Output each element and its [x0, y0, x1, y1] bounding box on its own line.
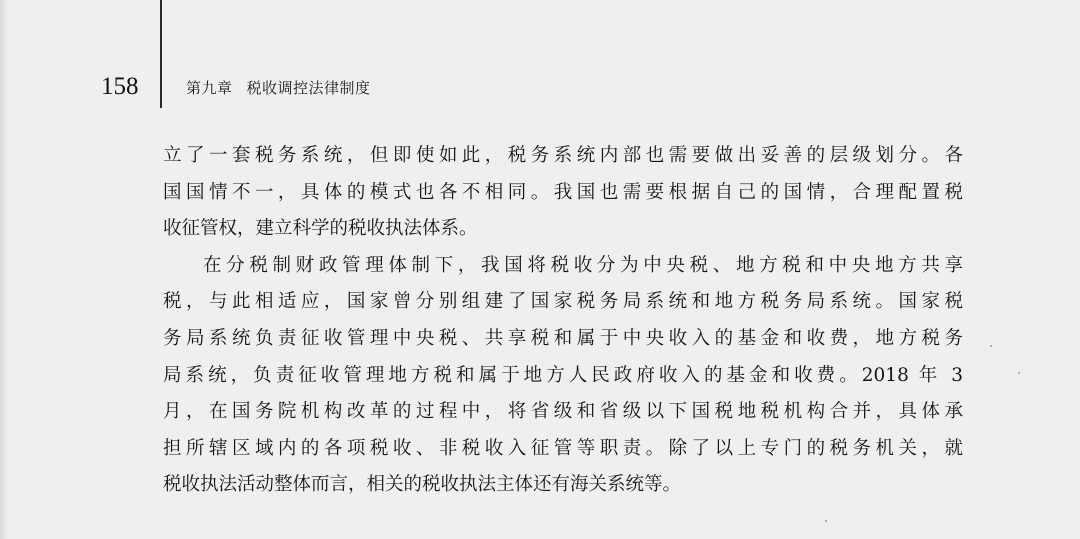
- text-line: 在分税制财政管理体制下，我国将税收分为中央税、地方税和中央地方共享: [203, 254, 963, 276]
- page-number: 158: [101, 73, 139, 100]
- text-line: 立了一套税务系统，但即使如此，税务系统内部也需要做出妥善的层级划分。各: [163, 145, 963, 166]
- text-line: 税收执法活动整体而言，相关的税收执法主体还有海关系统等。: [163, 474, 682, 496]
- text-line: 担所辖区域内的各项税收、非税收入征管等职责。除了以上专门的税务机关，就: [163, 437, 963, 459]
- text-line: 收征管权，建立科学的税收执法体系。: [163, 218, 478, 240]
- page-binding-edge: [0, 0, 8, 539]
- paragraph-2: [163, 248, 963, 504]
- paragraph-1: [163, 138, 963, 248]
- running-header: [186, 78, 371, 98]
- text-line: 务局系统负责征收管理中央税、共享税和属于中央收入的基金和收费，地方税务: [163, 327, 963, 349]
- scan-speck: [1018, 372, 1020, 374]
- scan-speck: [990, 345, 992, 347]
- chapter-title: 税收调控法律制度: [246, 79, 371, 97]
- scan-speck: [825, 520, 827, 522]
- header-vertical-rule: [160, 0, 162, 108]
- body-text: [163, 138, 963, 504]
- text-line: 税，与此相适应，国家曾分别组建了国家税务局系统和地方税务局系统。国家税: [163, 291, 963, 313]
- text-line: 局系统，负责征收管理地方税和属于地方人民政府收入的基金和收费。2018 年 3: [163, 364, 963, 386]
- text-line: 月，在国务院机构改革的过程中，将省级和省级以下国税地税机构合并，具体承: [163, 401, 963, 423]
- text-line: 国国情不一，具体的模式也各不相同。我国也需要根据自己的国情，合理配置税: [163, 181, 963, 203]
- chapter-label: 第九章: [186, 79, 233, 97]
